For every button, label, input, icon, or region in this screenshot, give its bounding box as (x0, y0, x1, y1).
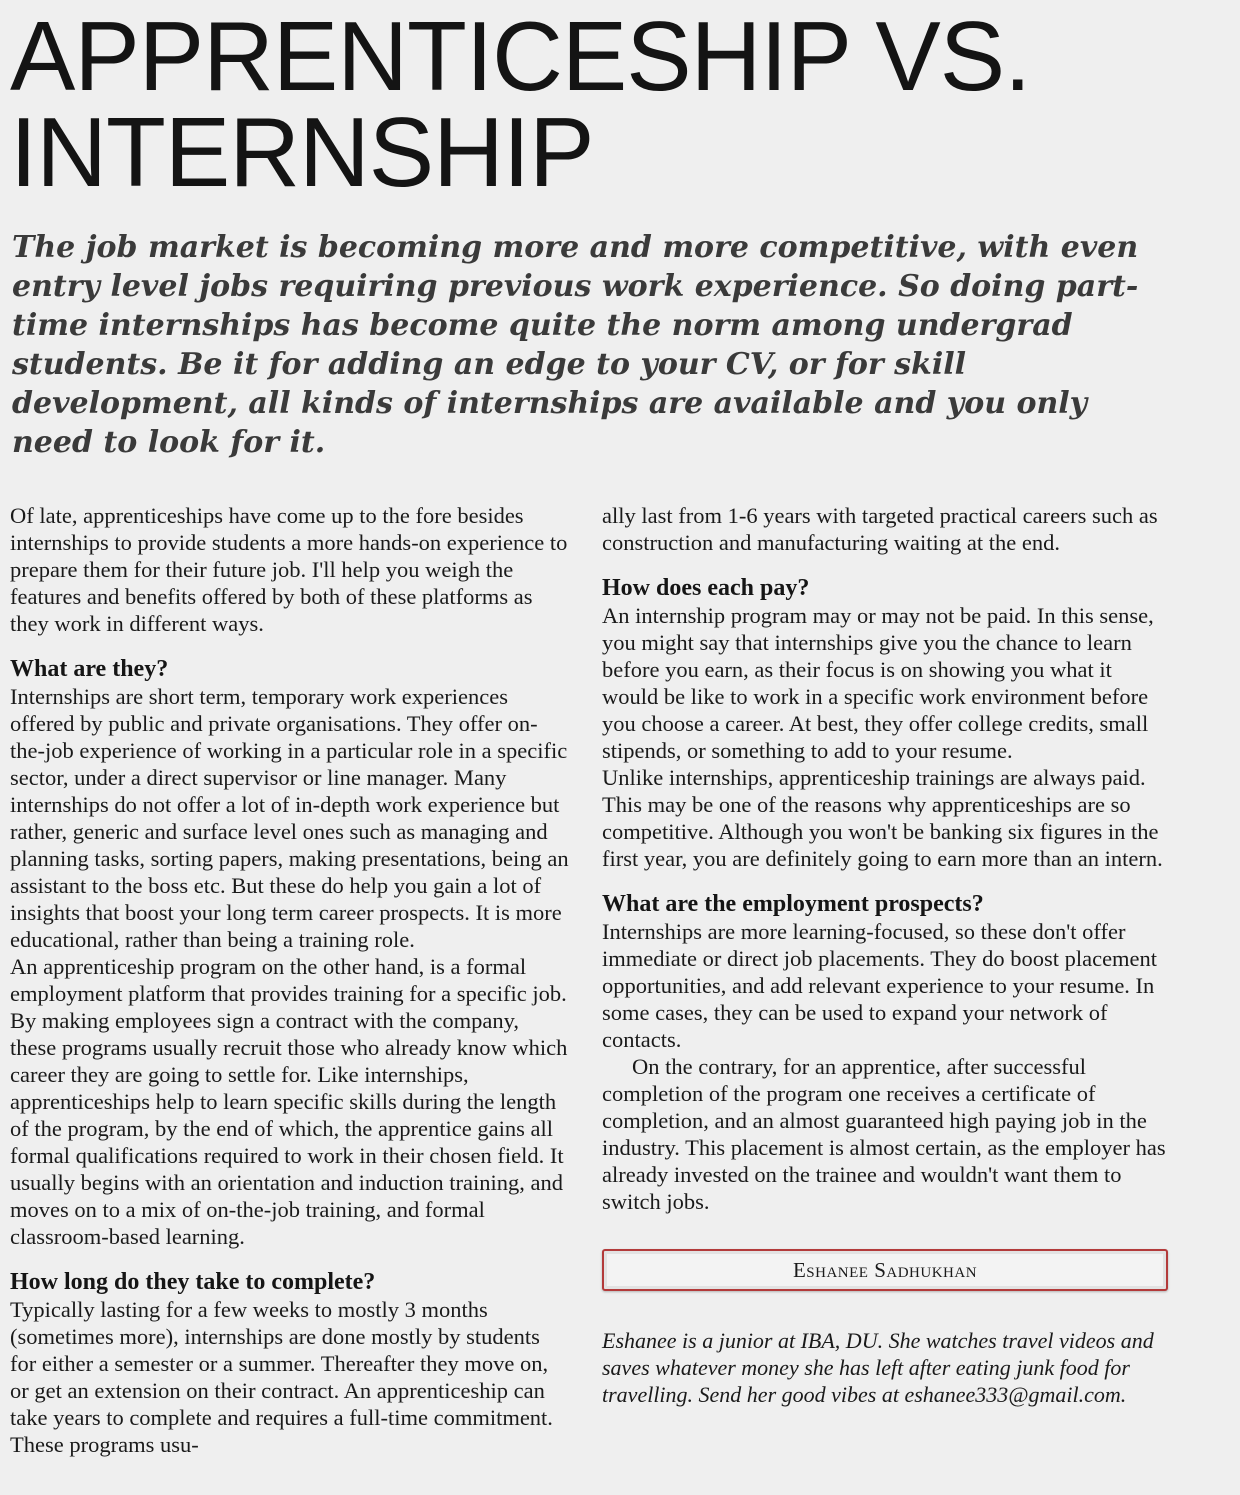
subheading-what-are-they: What are they? (10, 656, 169, 682)
right-column (602, 502, 1172, 1458)
author-name: Eshanee Sadhukhan (792, 1257, 978, 1282)
author-bio: Eshanee is a junior at IBA, DU. She watches travel videos and saves whatever money she has left after eating junk food for travelling. Send her good vibes at eshanee333@gmail.com. (602, 1328, 1154, 1407)
article-columns (10, 502, 1228, 1458)
pay-paragraph-2: Unlike internships, apprenticeship trainings are always paid. This may be one of the reasons why apprenticeships are so competitive. Although you won't be banking six figures in the first year, you are definitely going to earn more than an intern. (602, 765, 1163, 871)
headline (10, 1, 1228, 207)
left-column (10, 502, 570, 1458)
intro-paragraph: Of late, apprenticeships have come up to the fore besides internships to provide students a more hands-on experience to prepare them for their future job. I'll help you weigh the features and benefits offered by both of these platforms as they work in different ways. (10, 503, 568, 636)
what-paragraph-2: An apprenticeship program on the other hand, is a formal employment platform that provides training for a specific job. By making employees sign a contract with the company, these programs usually recruit those who already know which career they are going to settle for. Like internships, apprenticeships help to learn specific skills during the length of the program, by the end of which, the apprentice gains all formal qualifications required to work in their chosen field. It usually begins with an orientation and induction training, and moves on to a mix of on-the-job training, and formal classroom-based learning. (10, 954, 568, 1249)
pay-paragraph-1: An internship program may or may not be paid. In this sense, you might say that internships give you the chance to learn before you earn, as their focus is on showing you what it would be like to work in a specific work environment before you choose a career. At best, they offer college credits, small stipends, or something to add to your resume. (602, 603, 1154, 763)
prospects-paragraph-2: On the contrary, for an apprentice, after successful completion of the program one receives a certificate of completion, and an almost guaranteed high paying job in the industry. This placement is almost certain, as the employer has already invested on the trainee and wouldn't want them to switch jobs. (602, 1054, 1166, 1214)
article-page (0, 1, 1240, 1495)
headline-line-1: APPRENTICESHIP VS. (10, 1, 1031, 111)
howlong-paragraph: Typically lasting for a few weeks to mostly 3 months (sometimes more), internships are done mostly by students for either a semester or a summer. Thereafter they move on, or get an extension on their contract. An apprenticeship can take years to complete and requires a full-time commitment. These programs usu- (10, 1297, 553, 1457)
standfirst: The job market is becoming more and more competitive, with even entry level jobs requiring previous work experience. So doing part-time internships has become quite the norm among undergrad students. Be it for adding an edge to your CV, or for skill development, all kinds of internships are available and you only need to look for it. (12, 230, 1139, 460)
byline-box (602, 1249, 1168, 1291)
subheading-pay: How does each pay? (602, 575, 810, 601)
subheading-prospects: What are the employment prospects? (602, 891, 984, 917)
prospects-paragraph-1: Internships are more learning-focused, so these don't offer immediate or direct job placements. They do boost placement opportunities, and add relevant experience to your resume. In some cases, they can be used to expand your network of contacts. (602, 919, 1158, 1052)
what-paragraph-1: Internships are short term, temporary work experiences offered by public and private organisations. They offer on-the-job experience of working in a particular role in a specific sector, under a direct supervisor or line manager. Many internships do not offer a lot of in-depth work experience but rather, generic and surface level ones such as managing and planning tasks, sorting papers, making presentations, being an assistant to the boss etc. But these do help you gain a lot of insights that boost your long term career prospects. It is more educational, rather than being a training role. (10, 684, 569, 952)
headline-line-2: INTERNSHIP (10, 97, 594, 207)
subheading-how-long: How long do they take to complete? (10, 1269, 376, 1295)
continued-paragraph: ally last from 1-6 years with targeted practical careers such as construction and manufacturing waiting at the end. (602, 503, 1158, 555)
